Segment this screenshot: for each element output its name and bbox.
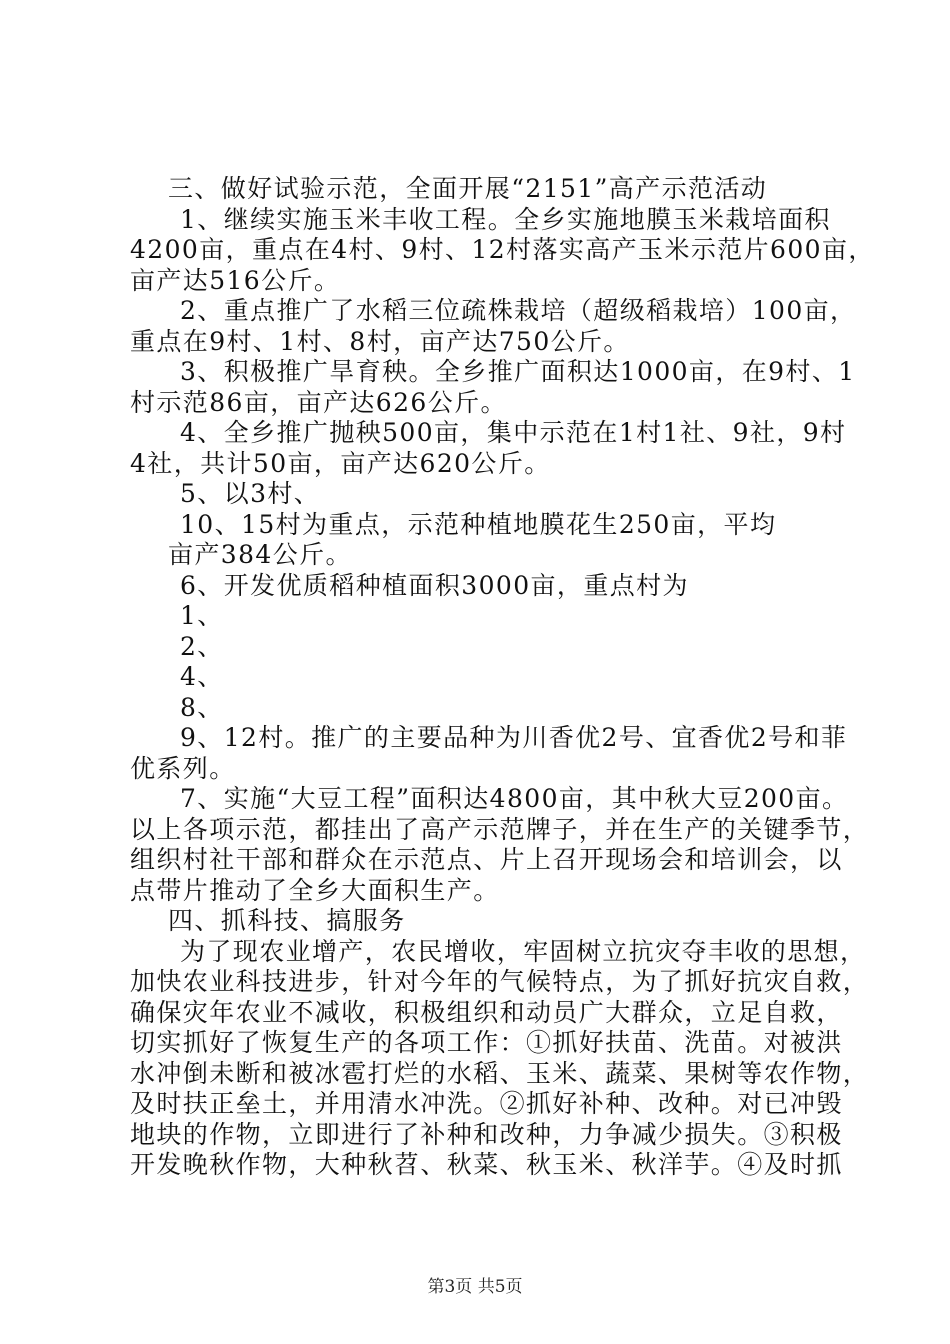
paragraph-line: 4、全乡推广抛秧500亩，集中示范在1村1社、9社，9村 [180,418,847,447]
paragraph-line: 重点在9村、1村、8村，亩产达750公斤。 [130,326,630,356]
page-number-label: 第3页 共5页 [427,1277,523,1297]
paragraph-line: 组织村社干部和群众在示范点、片上召开现场会和培训会，以 [130,845,843,874]
paragraph-line: 4社，共计50亩，亩产达620公斤。 [130,448,551,478]
paragraph-line: 10、15村为重点，示范种植地膜花生250亩，平均 [180,509,777,539]
paragraph-line: 7、实施“大豆工程”面积达4800亩，其中秋大豆200亩。 [180,784,849,813]
paragraph-line: 5、以3村、 [180,479,321,508]
paragraph-line: 切实抓好了恢复生产的各项工作：①抓好扶苗、洗苗。对被洪 [130,1028,843,1057]
paragraph-line: 确保灾年农业不减收，积极组织和动员广大群众，立足自救， [130,997,843,1027]
paragraph-line: 及时扶正垒土，并用清水冲洗。②抓好补种、改种。对已冲毁 [130,1089,843,1118]
paragraph-line: 村示范86亩，亩产达626公斤。 [130,387,507,417]
paragraph-line: 2、 [180,631,224,661]
paragraph-line: 3、积极推广旱育秧。全乡推广面积达1000亩，在9村、1 [180,357,856,386]
paragraph-line: 点带片推动了全乡大面积生产。 [130,875,500,905]
paragraph-line: 1、继续实施玉米丰收工程。全乡实施地膜玉米栽培面积 [180,204,831,234]
paragraph-line: 开发晚秋作物，大种秋苕、秋菜、秋玉米、秋洋芋。④及时抓 [130,1150,843,1179]
paragraph-line: 为了现农业增产，农民增收，牢固树立抗灾夺丰收的思想， [180,936,867,966]
document-body [130,174,875,1181]
paragraph-line: 亩产384公斤。 [168,540,352,569]
paragraph-line: 以上各项示范，都挂出了高产示范牌子，并在生产的关键季节， [130,814,870,844]
paragraph-line: 4200亩，重点在4村、9村、12村落实高产玉米示范片600亩， [130,235,875,264]
paragraph-line: 6、开发优质稻种植面积3000亩，重点村为 [180,570,689,600]
paragraph-line: 加快农业科技进步，针对今年的气候特点，为了抓好抗灾自救， [130,967,870,996]
paragraph-line: 水冲倒未断和被冰雹打烂的水稻、玉米、蔬菜、果树等农作物， [130,1058,870,1088]
paragraph-line: 4、 [180,662,224,691]
paragraph-line: 8、 [180,692,224,722]
section-heading: 三、做好试验示范，全面开展“2151”高产示范活动 [168,174,768,203]
paragraph-line: 9、12村。推广的主要品种为川香优2号、宜香优2号和菲 [180,723,848,752]
paragraph-line: 1、 [180,601,224,630]
paragraph-line: 地块的作物，立即进行了补种和改种，力争减少损失。③积极 [130,1119,843,1149]
section-heading: 四、抓科技、搞服务 [168,906,406,935]
paragraph-line: 优系列。 [130,753,236,783]
paragraph-line: 2、重点推广了水稻三位疏株栽培（超级稻栽培）100亩， [180,296,857,325]
page-footer [0,1272,950,1297]
paragraph-line: 亩产达516公斤。 [130,265,341,295]
